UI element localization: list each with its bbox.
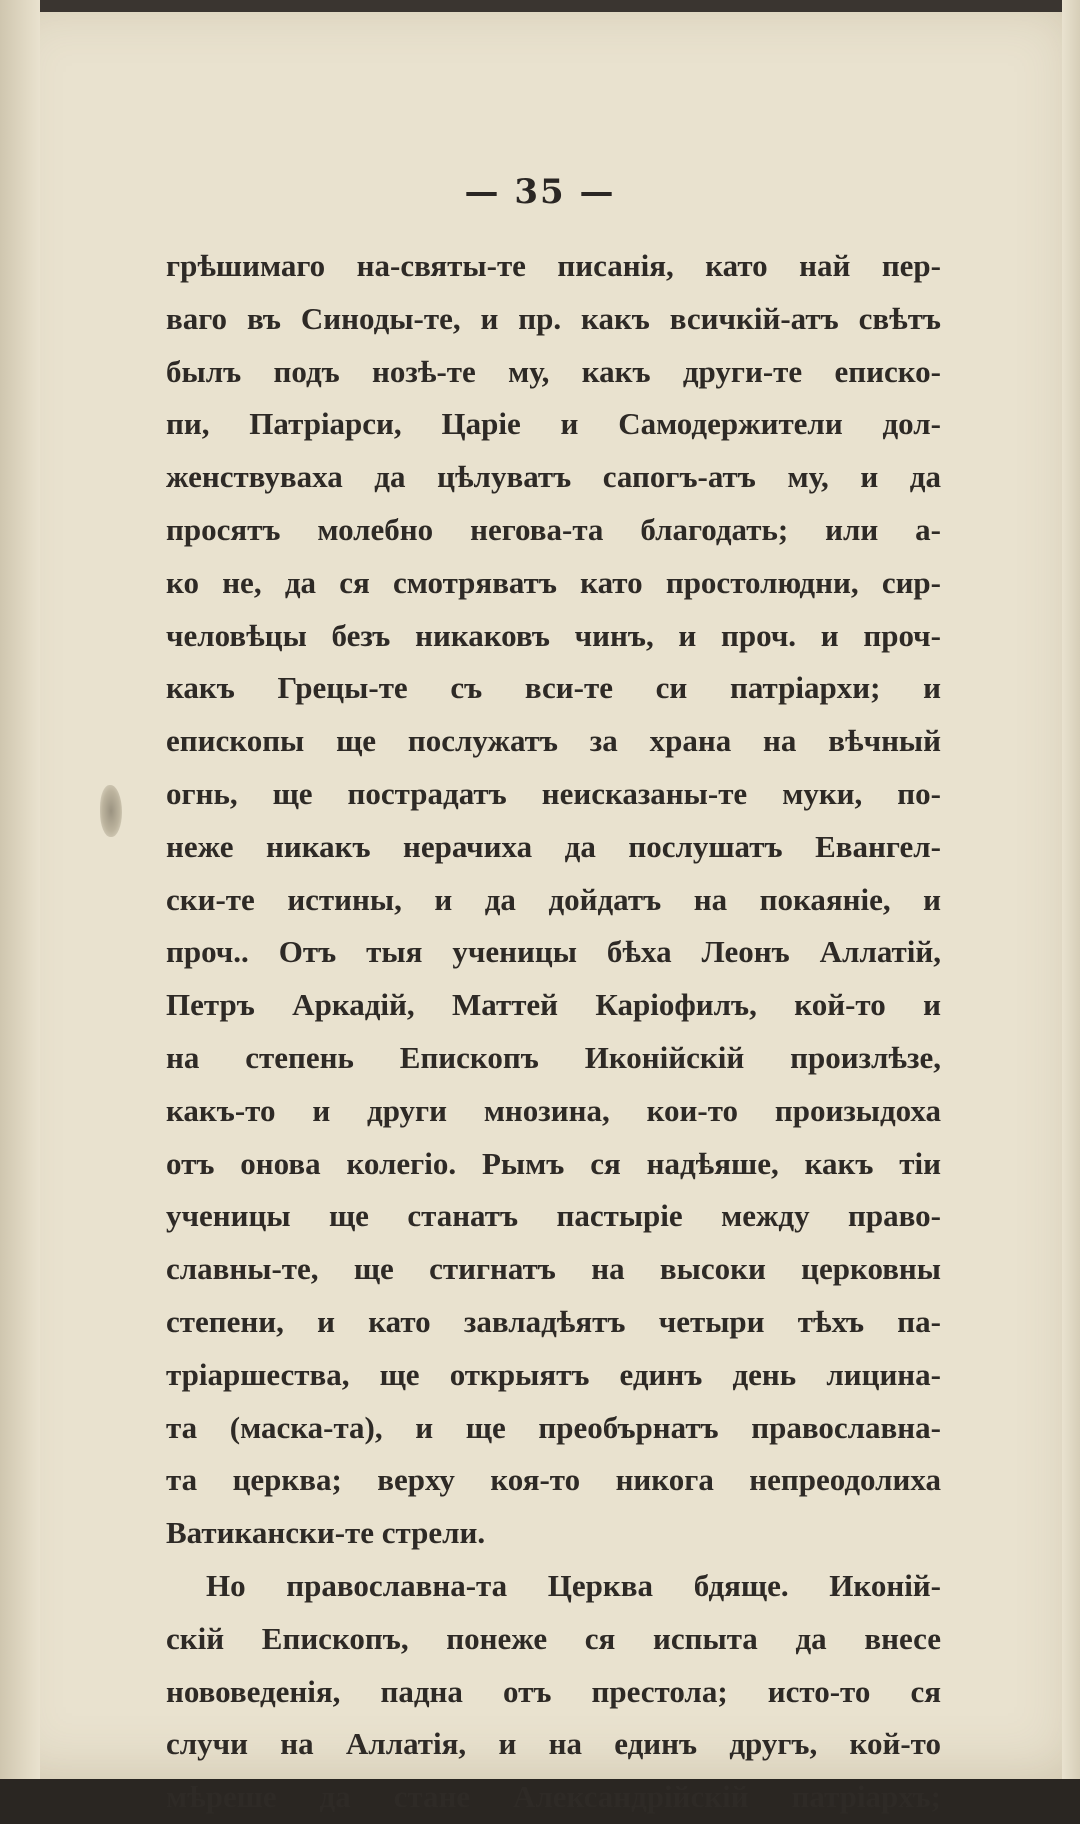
page-number: — 35 — bbox=[464, 172, 616, 212]
page-top-edge bbox=[0, 0, 1080, 12]
text-line: та церква; верху коя-то никога непреодолиха bbox=[166, 1462, 941, 1498]
text-line: огнь, ще пострадатъ неисказаны-те муки, по- bbox=[166, 775, 941, 811]
text-line: на степень Епископъ Иконійскій произлѣзе, bbox=[166, 1039, 941, 1075]
text-line: былъ подъ нозѣ-те му, какъ други-те еписко- bbox=[166, 353, 941, 389]
text-line: ваго въ Синоды-те, и пр. какъ всичкій-атъ свѣтъ bbox=[166, 300, 941, 336]
text-line: неже никакъ нерачиха да послушатъ Евангел- bbox=[166, 828, 941, 864]
page-binding-shadow bbox=[0, 0, 40, 1779]
text-line: отъ онова колегіо. Рымъ ся надѣяше, какъ тіи bbox=[166, 1145, 941, 1181]
text-line: степени, и като завладѣятъ четыри тѣхъ па- bbox=[166, 1303, 941, 1339]
text-line: Петръ Аркадій, Маттей Каріофилъ, кой-то и bbox=[166, 987, 941, 1023]
text-line: тріаршества, ще открыятъ единъ день лицина- bbox=[166, 1356, 941, 1392]
text-line: нововеденія, падна отъ престола; исто-то ся bbox=[166, 1673, 941, 1709]
text-line: ученицы ще станатъ пастыріе между право- bbox=[166, 1198, 941, 1234]
text-line: просятъ молебно негова-та благодать; или а- bbox=[166, 511, 941, 547]
text-line: пи, Патріарси, Царіе и Самодержители дол- bbox=[166, 406, 941, 442]
text-line: славны-те, ще стигнатъ на высоки церковны bbox=[166, 1251, 941, 1287]
text-line: грѣшимаго на-святы-те писанія, като най пер- bbox=[166, 248, 941, 283]
paragraph-end-line: Ватикански-те стрели. bbox=[166, 1515, 486, 1551]
paragraph-start-line: Но православна-та Церква бдяще. Иконій- bbox=[206, 1567, 941, 1603]
text-line: проч.. Отъ тыя ученицы бѣха Леонъ Аллатій, bbox=[166, 934, 941, 970]
text-line: случи на Аллатія, и на единъ другъ, кой-то bbox=[166, 1726, 941, 1762]
text-line: ко не, да ся смотряватъ като простолюдни, сир- bbox=[166, 564, 941, 600]
ink-blot bbox=[100, 785, 122, 837]
text-line: скій Епископъ, понеже ся испыта да внесе bbox=[166, 1620, 941, 1656]
text-line: какъ Грецы-те съ вси-те си патріархи; и bbox=[166, 670, 941, 706]
body-text bbox=[166, 240, 941, 1824]
text-line: мѣреше да стане Александрійскій патріархъ; bbox=[166, 1779, 941, 1815]
text-line: епископы ще послужатъ за храна на вѣчный bbox=[166, 723, 941, 759]
text-line: ски-те истины, и да дойдатъ на покаяніе, и bbox=[166, 881, 941, 917]
text-line: женствуваха да цѣлуватъ сапогъ-атъ му, и да bbox=[166, 459, 941, 495]
text-line: какъ-то и други мнозина, кои-то произыдоха bbox=[166, 1092, 941, 1128]
page-right-edge bbox=[1062, 0, 1080, 1779]
text-line: человѣцы безъ никаковъ чинъ, и проч. и проч- bbox=[166, 617, 941, 653]
text-line: та (маска-та), и ще преобърнатъ православна- bbox=[166, 1409, 941, 1445]
